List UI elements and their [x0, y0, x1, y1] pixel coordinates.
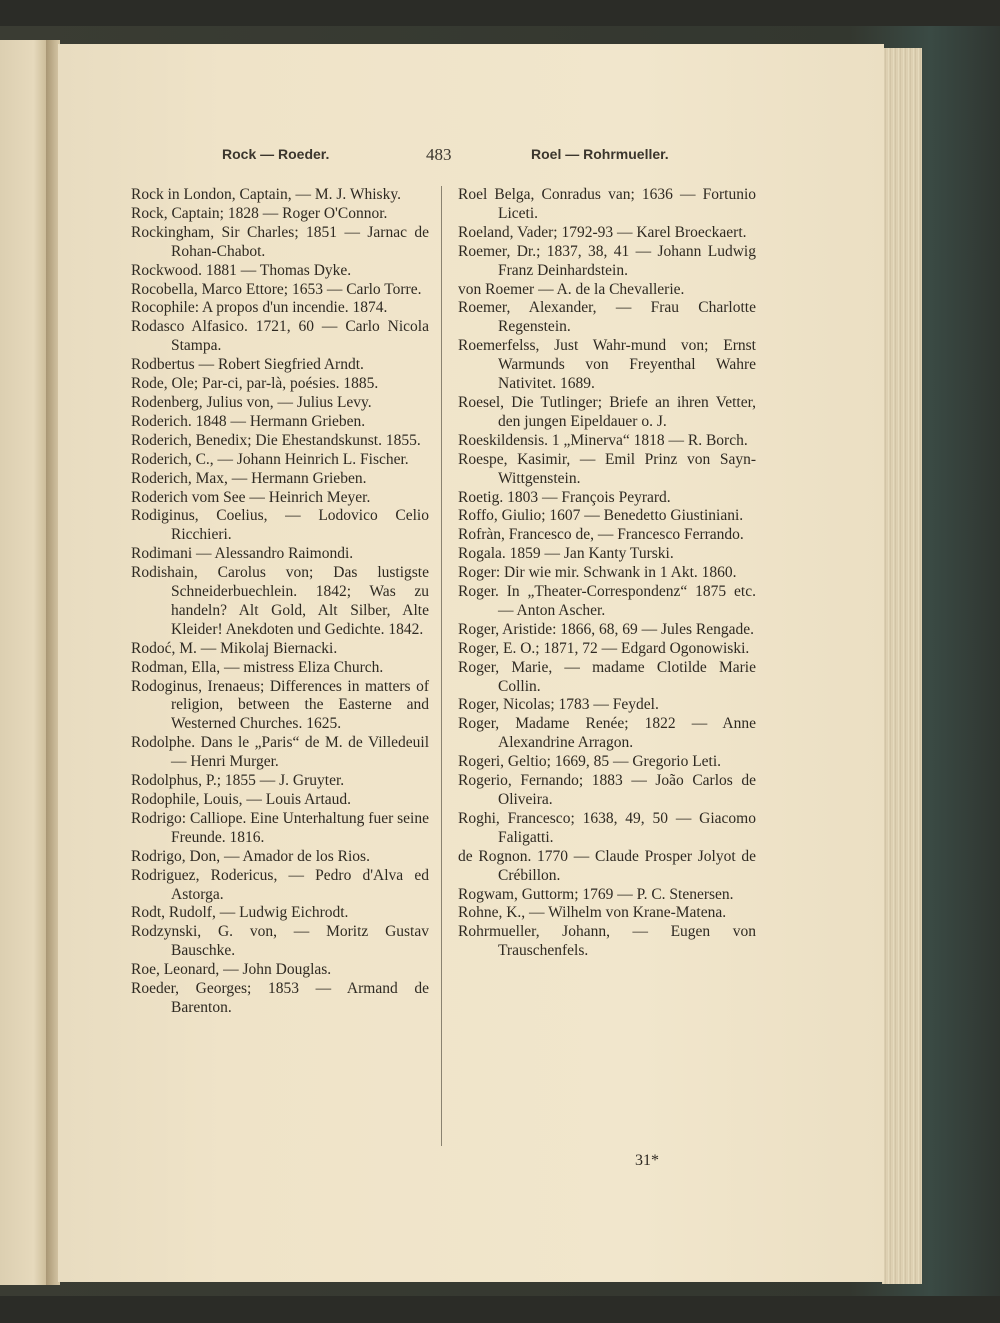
index-entry: Rodbertus — Robert Siegfried Arndt.: [131, 356, 364, 374]
page-edges: [882, 48, 922, 1284]
index-entry: Roger, E. O.; 1871, 72 — Edgard Ogonowiski.: [458, 639, 750, 657]
index-entry: Roderich, Max, — Hermann Grieben.: [131, 469, 367, 487]
index-entry: Rofràn, Francesco de, — Francesco Ferrando.: [458, 526, 744, 544]
index-entry: Rodolphus, P.; 1855 — J. Gruyter.: [131, 772, 345, 790]
index-entry: Rodolphe. Dans le „Paris“ de M. de Villedeuil — Henri Murger.: [131, 734, 429, 771]
index-entry: Roger: Dir wie mir. Schwank in 1 Akt. 1860.: [458, 564, 737, 582]
index-entry: Roemerfelss, Just Wahr-mund von; Ernst Warmunds von Freyenthal Wahre Nativitet. 1689.: [458, 337, 756, 393]
index-entry: Roger, Nicolas; 1783 — Feydel.: [458, 696, 659, 714]
index-entry: Rogwam, Guttorm; 1769 — P. C. Stenersen.: [458, 885, 734, 903]
index-entry: Rockingham, Sir Charles; 1851 — Jarnac de Rohan-Chabot.: [131, 223, 429, 260]
index-entry: Rogala. 1859 — Jan Kanty Turski.: [458, 545, 674, 563]
column-divider: [441, 186, 442, 1146]
index-entry: Roger. In „Theater-Correspondenz“ 1875 etc. — Anton Ascher.: [458, 583, 756, 619]
index-entry: Roderich vom See — Heinrich Meyer.: [131, 488, 371, 506]
index-entry: Rodoginus, Irenaeus; Differences in matters of religion, between the Easterne and Westerned Churches. 1625.: [131, 677, 429, 733]
index-entry: Rodoć, M. — Mikolaj Biernacki.: [131, 639, 338, 657]
index-entry: Rodrigo, Don, — Amador de los Rios.: [131, 847, 370, 865]
index-entry: Rocophile: A propos d'un incendie. 1874.: [131, 299, 388, 317]
index-entry: Roffo, Giulio; 1607 — Benedetto Giustiniani.: [458, 507, 744, 525]
index-entry: Roeskildensis. 1 „Minerva“ 1818 — R. Borch.: [458, 431, 748, 449]
index-entry: Rodishain, Carolus von; Das lustigste Schneiderbuechlein. 1842; Was zu handeln? Alt Gold, Alt Silber, Alte Kleider! Anekdoten und Gedichte. 1842.: [131, 564, 429, 638]
running-head-right: Roel — Rohrmueller.: [531, 146, 669, 162]
index-entry: Roe, Leonard, — John Douglas.: [131, 961, 332, 979]
index-entry: Rogerio, Fernando; 1883 — João Carlos de Oliveira.: [458, 772, 756, 808]
index-entry: Roger, Marie, — madame Clotilde Marie Collin.: [458, 658, 756, 695]
index-entry: Rock, Captain; 1828 — Roger O'Connor.: [131, 204, 388, 222]
index-entry: Rogeri, Geltio; 1669, 85 — Gregorio Leti.: [458, 753, 722, 771]
index-entry: Rock in London, Captain, — M. J. Whisky.: [131, 186, 401, 203]
left-page-edge: [0, 40, 48, 1285]
index-entry: Rodriguez, Rodericus, — Pedro d'Alva ed Astorga.: [131, 866, 429, 903]
index-entry: Rockwood. 1881 — Thomas Dyke.: [131, 261, 352, 279]
index-entry: Rodasco Alfasico. 1721, 60 — Carlo Nicola Stampa.: [131, 318, 429, 355]
index-entry: Roger, Aristide: 1866, 68, 69 — Jules Rengade.: [458, 620, 754, 638]
signature-mark: 31*: [635, 1152, 659, 1169]
index-entry: Roderich, Benedix; Die Ehestandskunst. 1855.: [131, 431, 421, 449]
index-entry: Rodophile, Louis, — Louis Artaud.: [131, 791, 352, 808]
right-column: [458, 186, 756, 961]
running-head-left: Rock — Roeder.: [222, 146, 330, 162]
page-number: 483: [426, 145, 452, 164]
index-entry: Roghi, Francesco; 1638, 49, 50 — Giacomo Faligatti.: [458, 809, 756, 846]
index-entry: Roetig. 1803 — François Peyrard.: [458, 488, 671, 506]
index-entry: Roel Belga, Conradus van; 1636 — Fortunio Liceti.: [458, 186, 756, 222]
index-entry: de Rognon. 1770 — Claude Prosper Jolyot de Crébillon.: [458, 847, 756, 884]
index-entry: Roemer, Dr.; 1837, 38, 41 — Johann Ludwig Franz Deinhardstein.: [458, 242, 756, 279]
index-entry: Roderich. 1848 — Hermann Grieben.: [131, 412, 366, 430]
left-column: [131, 186, 429, 1018]
index-entry: Roeder, Georges; 1853 — Armand de Barenton.: [131, 980, 429, 1016]
index-entry: Roemer, Alexander, — Frau Charlotte Regenstein.: [458, 299, 756, 336]
index-entry: Roderich, C., — Johann Heinrich L. Fischer.: [131, 450, 409, 468]
index-entry: Roespe, Kasimir, — Emil Prinz von Sayn-Wittgenstein.: [458, 450, 756, 487]
index-entry: Roger, Madame Renée; 1822 — Anne Alexandrine Arragon.: [458, 715, 756, 752]
index-entry: Rodiginus, Coelius, — Lodovico Celio Ricchieri.: [131, 507, 429, 544]
index-entry: Rodimani — Alessandro Raimondi.: [131, 545, 354, 563]
index-entry: Rocobella, Marco Ettore; 1653 — Carlo Torre.: [131, 280, 422, 298]
index-entry: Rodman, Ella, — mistress Eliza Church.: [131, 658, 384, 676]
index-entry: Rode, Ole; Par-ci, par-là, poésies. 1885.: [131, 375, 379, 393]
index-entry: Roeland, Vader; 1792-93 — Karel Broeckaert.: [458, 223, 747, 241]
index-entry: Roesel, Die Tutlinger; Briefe an ihren Vetter, den jungen Eipeldauer o. J.: [458, 393, 756, 430]
index-entry: Rodrigo: Calliope. Eine Unterhaltung fuer seine Freunde. 1816.: [131, 809, 429, 846]
index-entry: Rohne, K., — Wilhelm von Krane-Matena.: [458, 904, 727, 922]
index-entry: Rodt, Rudolf, — Ludwig Eichrodt.: [131, 904, 349, 922]
index-entry: Rohrmueller, Johann, — Eugen von Trauschenfels.: [458, 923, 756, 960]
index-entry: Rodenberg, Julius von, — Julius Levy.: [131, 393, 372, 411]
index-entry: Rodzynski, G. von, — Moritz Gustav Bauschke.: [131, 923, 429, 960]
index-entry: von Roemer — A. de la Chevallerie.: [458, 280, 685, 298]
